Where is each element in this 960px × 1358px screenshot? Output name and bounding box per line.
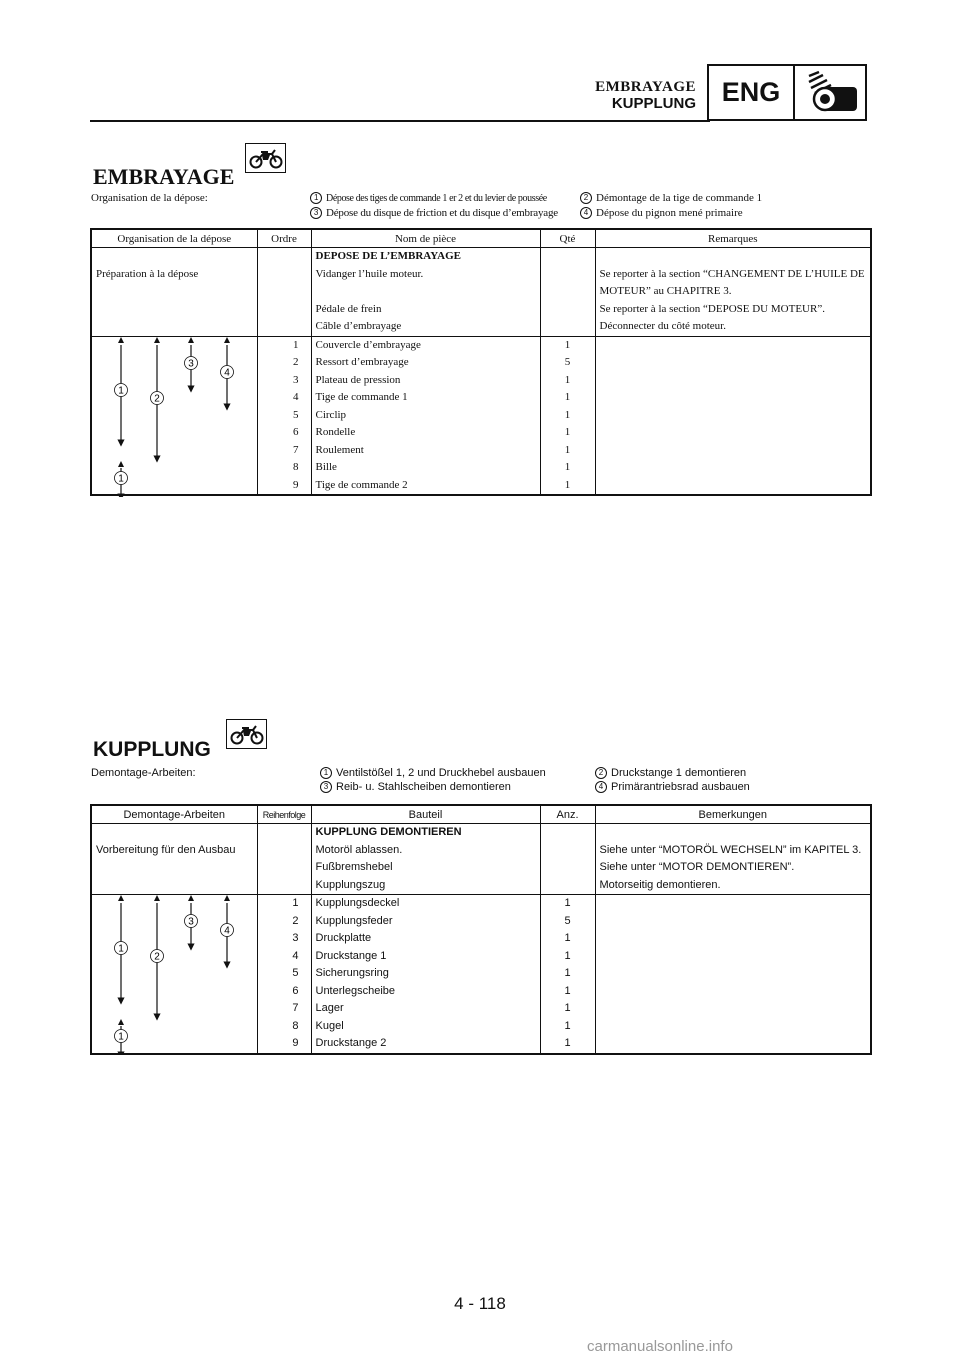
- qty-cell: 1: [540, 895, 595, 913]
- part-name-cell: Tige de commande 2: [311, 477, 540, 496]
- part-name-cell: Kupplungsdeckel: [311, 895, 540, 913]
- prep-label: Préparation à la dépose: [91, 266, 257, 301]
- prep-remark: Se reporter à la section “DEPOSE DU MOTEUR”.: [595, 301, 871, 319]
- order-cell: 3: [257, 930, 311, 948]
- order-cell: 4: [257, 948, 311, 966]
- prep-remark: Déconnecter du côté moteur.: [595, 318, 871, 336]
- section-title-fr: EMBRAYAGE: [93, 164, 235, 189]
- prep-heading: KUPPLUNG DEMONTIEREN: [311, 824, 540, 842]
- order-cell: 1: [257, 336, 311, 354]
- part-name-cell: Rondelle: [311, 424, 540, 442]
- qty-cell: 1: [540, 983, 595, 1001]
- part-name-cell: Roulement: [311, 442, 540, 460]
- chapter-tag-label: ENG: [709, 66, 795, 119]
- order-cell: 5: [257, 965, 311, 983]
- prep-item: Câble d’embrayage: [311, 318, 540, 336]
- part-name-cell: Couvercle d’embrayage: [311, 336, 540, 354]
- remark-cell: [595, 477, 871, 496]
- step-3-label: 3: [188, 916, 194, 928]
- arrow-start-tip: [118, 337, 124, 343]
- qty-cell: 1: [540, 1035, 595, 1054]
- step-2-label: 2: [154, 393, 160, 404]
- qty-cell: 1: [540, 1000, 595, 1018]
- prep-label: Vorbereitung für den Ausbau: [91, 842, 257, 860]
- step-3-label: 3: [188, 358, 194, 369]
- part-name-cell: Plateau de pression: [311, 372, 540, 390]
- prep-remark: Motorseitig demontieren.: [595, 877, 871, 895]
- table-row: [91, 842, 871, 860]
- page-number: 4 - 118: [454, 1294, 506, 1313]
- arrow-start-tip: [118, 895, 124, 901]
- order-cell: 9: [257, 1035, 311, 1054]
- arrow-start-tip: [224, 337, 230, 343]
- remark-cell: [595, 930, 871, 948]
- part-name-cell: Circlip: [311, 407, 540, 425]
- qty-cell: 1: [540, 442, 595, 460]
- part-name-cell: Ressort d’embrayage: [311, 354, 540, 372]
- step-1b-label: 1: [118, 473, 124, 484]
- part-name-cell: Lager: [311, 1000, 540, 1018]
- part-name-cell: Druckplatte: [311, 930, 540, 948]
- prep-remark: Siehe unter “MOTOR DEMONTIEREN”.: [595, 859, 871, 877]
- table-header-row: [91, 805, 871, 824]
- part-name-cell: Druckstange 2: [311, 1035, 540, 1054]
- order-cell: 5: [257, 407, 311, 425]
- arrow-start-tip: [188, 337, 194, 343]
- remark-cell: [595, 913, 871, 931]
- part-name-cell: Bille: [311, 459, 540, 477]
- step-fr-4: 4 Dépose du pignon mené primaire: [580, 207, 743, 219]
- remark-cell: [595, 442, 871, 460]
- col-header: Organisation de la dépose: [91, 229, 257, 248]
- order-cell: 7: [257, 1000, 311, 1018]
- order-cell: 9: [257, 477, 311, 496]
- col-header: Nom de pièce: [311, 229, 540, 248]
- sequence-arrows: [92, 337, 258, 497]
- qty-cell: 1: [540, 389, 595, 407]
- section-title-de: KUPPLUNG: [93, 738, 211, 761]
- header-rule: [90, 120, 710, 122]
- order-cell: 1: [257, 895, 311, 913]
- order-cell: 6: [257, 424, 311, 442]
- table-row: [91, 859, 871, 877]
- prep-heading: DEPOSE DE L’EMBRAYAGE: [311, 248, 540, 266]
- qty-cell: 1: [540, 948, 595, 966]
- prep-remark: Se reporter à la section “CHANGEMENT DE L’HUILE DE MOTEUR” au CHAPITRE 3.: [595, 266, 871, 301]
- step-1-label: 1: [118, 943, 124, 955]
- prep-item: Fußbremshebel: [311, 859, 540, 877]
- col-header: Demontage-Arbeiten: [91, 805, 257, 824]
- order-cell: 2: [257, 354, 311, 372]
- part-name-cell: Unterlegscheibe: [311, 983, 540, 1001]
- arrow-start-tip: [224, 895, 230, 901]
- col-header: Bemerkungen: [595, 805, 871, 824]
- prep-item: Kupplungszug: [311, 877, 540, 895]
- table-row: [91, 301, 871, 319]
- header-title-fr: EMBRAYAGE: [595, 79, 696, 95]
- org-label-de: Demontage-Arbeiten:: [91, 767, 196, 779]
- remark-cell: [595, 389, 871, 407]
- step-de-3: 3 Reib- u. Stahlscheiben demontieren: [320, 781, 511, 793]
- qty-cell: 1: [540, 965, 595, 983]
- qty-cell: 1: [540, 459, 595, 477]
- remark-cell: [595, 1035, 871, 1054]
- org-label-fr: Organisation de la dépose:: [91, 192, 208, 204]
- table-row: [91, 318, 871, 336]
- step-fr-3: 3 Dépose du disque de friction et du disque d’embrayage: [310, 207, 558, 219]
- table-row: [91, 824, 871, 842]
- step-1b-label: 1: [118, 1031, 124, 1043]
- parts-table-fr: [90, 228, 872, 496]
- table-row: [91, 336, 871, 354]
- qty-cell: 1: [540, 424, 595, 442]
- order-cell: 4: [257, 389, 311, 407]
- part-name-cell: Kugel: [311, 1018, 540, 1036]
- step-1-label: 1: [118, 385, 124, 396]
- table-header-row: [91, 229, 871, 248]
- table-row: [91, 877, 871, 895]
- qty-cell: 1: [540, 336, 595, 354]
- arrow-start-tip: [154, 895, 160, 901]
- order-cell: 8: [257, 459, 311, 477]
- step-4-label: 4: [224, 367, 230, 378]
- prep-item: Motoröl ablassen.: [311, 842, 540, 860]
- part-name-cell: Kupplungsfeder: [311, 913, 540, 931]
- prep-item: Vidanger l’huile moteur.: [311, 266, 540, 301]
- watermark[interactable]: carmanualsonline.info: [587, 1338, 733, 1355]
- remark-cell: [595, 459, 871, 477]
- qty-cell: 5: [540, 913, 595, 931]
- remark-cell: [595, 372, 871, 390]
- table-row: [91, 266, 871, 301]
- qty-cell: 1: [540, 407, 595, 425]
- col-header: Anz.: [540, 805, 595, 824]
- step-2-label: 2: [154, 951, 160, 963]
- disassembly-sequence-diagram: [91, 895, 257, 1054]
- chapter-tag: [707, 64, 867, 121]
- remark-cell: [595, 983, 871, 1001]
- order-cell: 6: [257, 983, 311, 1001]
- part-name-cell: Druckstange 1: [311, 948, 540, 966]
- remark-cell: [595, 424, 871, 442]
- motorcycle-icon: [226, 719, 267, 749]
- arrow-start-tip: [154, 337, 160, 343]
- col-header: Reihenfolge: [257, 805, 311, 824]
- remark-cell: [595, 895, 871, 913]
- header-title-de: KUPPLUNG: [611, 95, 696, 112]
- prep-remark: Siehe unter “MOTORÖL WECHSELN” im KAPITEL 3.: [595, 842, 871, 860]
- qty-cell: 1: [540, 477, 595, 496]
- prep-item: Pédale de frein: [311, 301, 540, 319]
- part-name-cell: Tige de commande 1: [311, 389, 540, 407]
- remark-cell: [595, 1018, 871, 1036]
- arrow-start-tip: [188, 895, 194, 901]
- qty-cell: 1: [540, 930, 595, 948]
- remark-cell: [595, 1000, 871, 1018]
- col-header: Remarques: [595, 229, 871, 248]
- engine-bolt-icon: [795, 66, 865, 119]
- remark-cell: [595, 336, 871, 354]
- part-name-cell: Sicherungsring: [311, 965, 540, 983]
- sequence-arrows: [92, 895, 258, 1055]
- table-row: [91, 248, 871, 266]
- remark-cell: [595, 948, 871, 966]
- table-row: [91, 895, 871, 913]
- order-cell: 8: [257, 1018, 311, 1036]
- arrow-start-tip: [118, 1019, 124, 1025]
- col-header: Ordre: [257, 229, 311, 248]
- order-cell: 3: [257, 372, 311, 390]
- col-header: Bauteil: [311, 805, 540, 824]
- step-de-2: 2 Druckstange 1 demontieren: [595, 767, 746, 779]
- qty-cell: 1: [540, 1018, 595, 1036]
- remark-cell: [595, 354, 871, 372]
- remark-cell: [595, 407, 871, 425]
- parts-table-de: [90, 804, 872, 1055]
- motorcycle-icon: [245, 143, 286, 173]
- step-de-1: 1 Ventilstößel 1, 2 und Druckhebel ausbauen: [320, 767, 546, 779]
- remark-cell: [595, 965, 871, 983]
- order-cell: 2: [257, 913, 311, 931]
- order-cell: 7: [257, 442, 311, 460]
- qty-cell: 1: [540, 372, 595, 390]
- step-fr-2: 2 Démontage de la tige de commande 1: [580, 192, 762, 204]
- disassembly-sequence-diagram: [91, 336, 257, 495]
- qty-cell: 5: [540, 354, 595, 372]
- step-de-4: 4 Primärantriebsrad ausbauen: [595, 781, 750, 793]
- arrow-start-tip: [118, 461, 124, 467]
- step-fr-1: 1 Dépose des tiges de commande 1 er 2 et du levier de poussée: [310, 192, 547, 204]
- col-header: Qté: [540, 229, 595, 248]
- step-4-label: 4: [224, 925, 230, 937]
